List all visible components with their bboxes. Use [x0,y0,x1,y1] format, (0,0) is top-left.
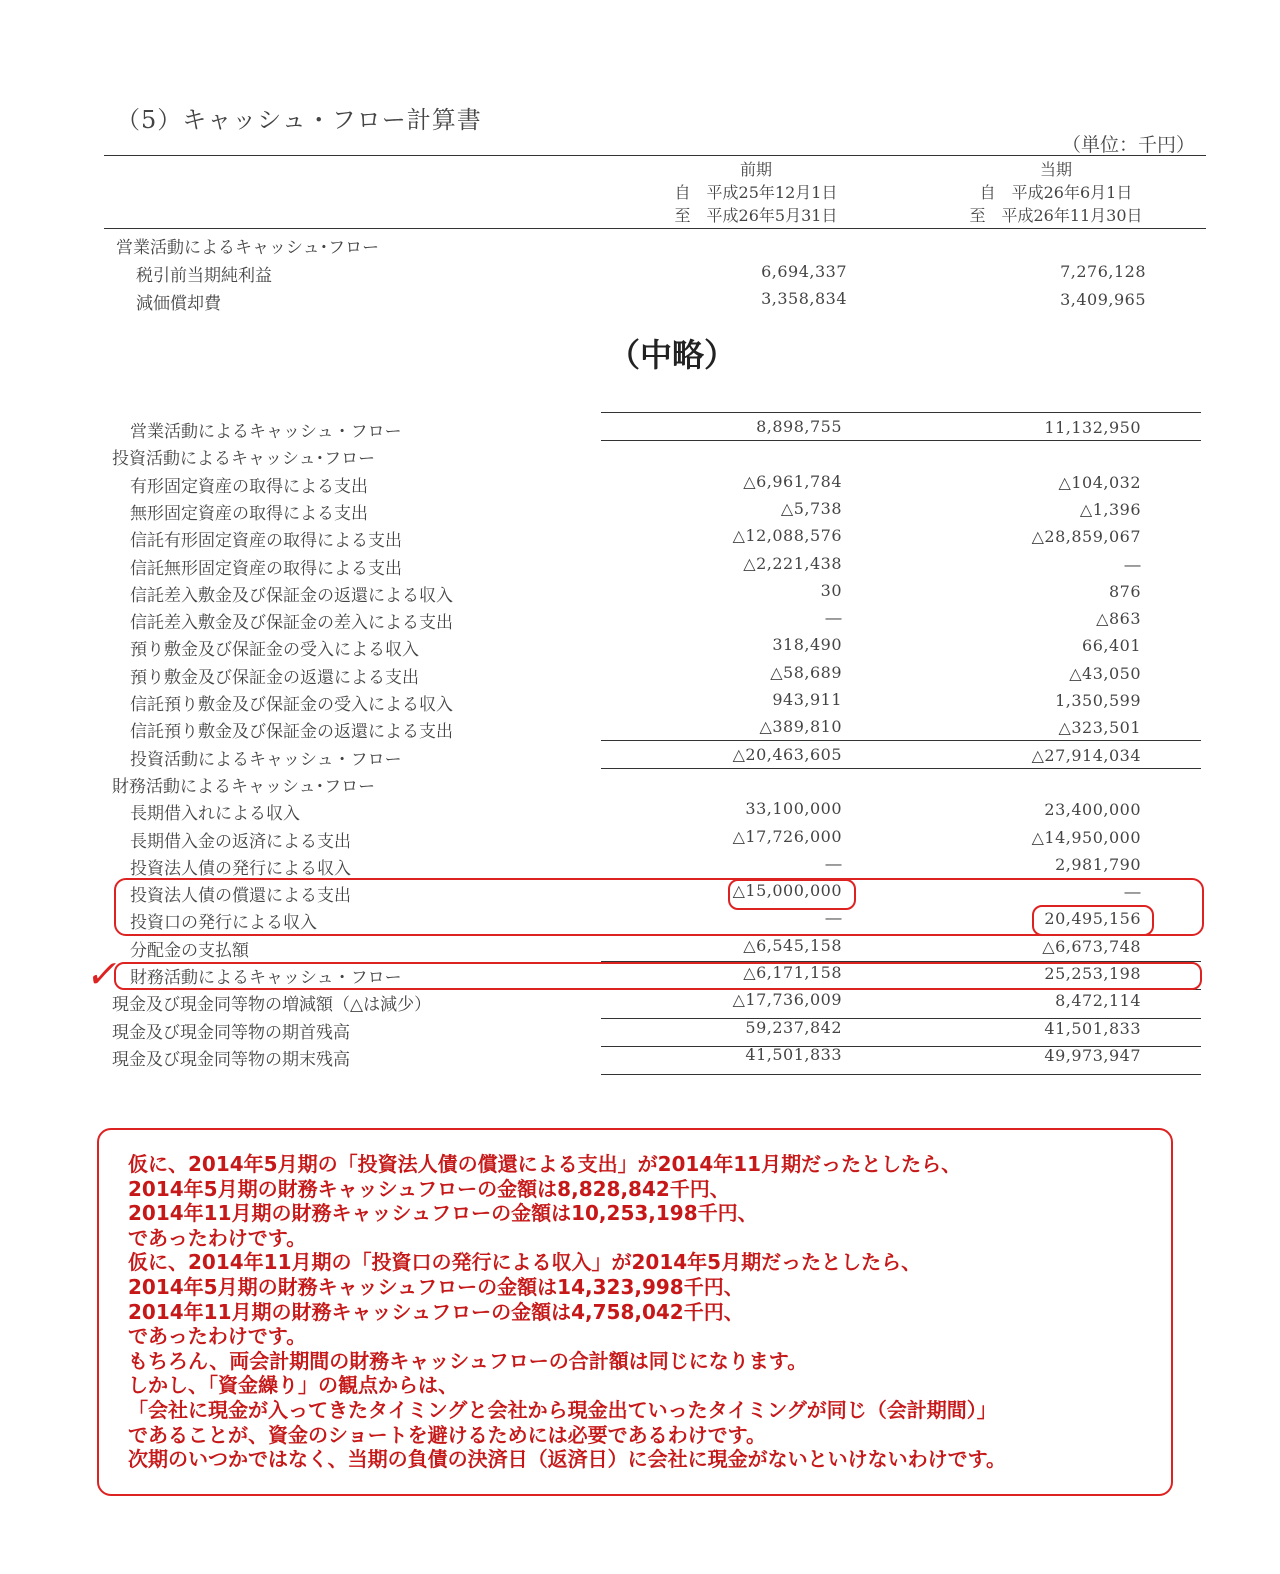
table-row-prev-value: 8,898,755 [756,417,842,436]
table-row-curr-value: ― [1124,882,1141,901]
table-row-prev-value: △2,221,438 [743,554,842,573]
top-row-curr: 3,409,965 [1060,290,1146,309]
table-row-prev-value: 59,237,842 [745,1018,842,1037]
table-row-prev-value: ― [825,908,842,927]
table-row-label: 信託差入敷金及び保証金の返還による収入 [130,586,453,606]
table-row-curr-value: △28,859,067 [1031,527,1141,546]
table-row-prev-value: △58,689 [770,663,842,682]
unit-label: （単位：千円） [1062,134,1196,156]
curr-period-from: 自 平成26年6月1日 [979,183,1133,202]
table-row-prev-value: 318,490 [772,635,842,654]
table-row-curr-value: 20,495,156 [1044,909,1141,928]
table-row-label: 預り敷金及び保証金の返還による支出 [130,668,419,688]
table-rule [601,740,1201,741]
table-rule [601,440,1201,441]
note-line: しかし、「資金繰り」の観点からは、 [128,1373,458,1398]
table-row-curr-value: 11,132,950 [1044,418,1141,437]
table-row-curr-value: △27,914,034 [1031,746,1141,765]
table-row-curr-value: 25,253,198 [1044,964,1141,983]
table-row-label: 信託無形固定資産の取得による支出 [130,559,402,579]
table-row-label: 投資活動によるキャッシュ・フロー [130,750,402,770]
operating-cf-heading: 営業活動によるキャッシュ･フロー [116,238,380,258]
table-row-curr-value: 1,350,599 [1055,691,1141,710]
table-row-curr-value: △43,050 [1069,664,1141,683]
table-row-label: 現金及び現金同等物の増減額（△は減少） [112,995,432,1015]
prev-period-label: 前期 [739,160,772,179]
top-row-label: 減価償却費 [136,294,221,314]
table-row-curr-value: 8,472,114 [1055,991,1141,1010]
table-row-label: 財務活動によるキャッシュ・フロー [130,968,402,988]
table-row-prev-value: 30 [820,581,842,600]
curr-period-label: 当期 [1039,160,1072,179]
table-row-curr-value: ― [1124,555,1141,574]
table-row-prev-value: △6,545,158 [743,936,842,955]
table-row-label: 投資口の発行による収入 [130,913,317,933]
note-line: もちろん、両会計期間の財務キャッシュフローの合計額は同じになります。 [128,1348,808,1373]
note-line: 2014年11月期の財務キャッシュフローの金額は4,758,042千円、 [128,1299,744,1324]
table-row-label: 信託有形固定資産の取得による支出 [130,531,402,551]
table-rule [601,1046,1201,1047]
table-row-label: 有形固定資産の取得による支出 [130,477,368,497]
table-row-curr-value: △14,950,000 [1031,828,1141,847]
top-row-label: 税引前当期純利益 [136,266,272,286]
check-mark-icon: ✓ [83,952,125,996]
prev-period-header [636,158,876,227]
table-row-curr-value: △323,501 [1058,718,1141,737]
note-line: 2014年5月期の財務キャッシュフローの金額は8,828,842千円、 [128,1176,730,1201]
table-row-label: 預り敷金及び保証金の受入による収入 [130,640,419,660]
table-row-prev-value: 41,501,833 [745,1045,842,1064]
curr-period-to: 至 平成26年11月30日 [969,206,1143,225]
prev-period-from: 自 平成25年12月1日 [674,183,838,202]
table-rule [601,412,1201,413]
curr-period-header [936,158,1176,227]
note-line: 2014年5月期の財務キャッシュフローの金額は14,323,998千円、 [128,1275,744,1299]
table-row-label: 長期借入金の返済による支出 [130,832,351,852]
header-bottom-rule [104,228,1206,229]
table-row-curr-value: △104,032 [1058,473,1141,492]
table-row-prev-value: △389,810 [759,717,842,736]
table-row-prev-value: △15,000,000 [732,881,842,900]
table-row-curr-value: △1,396 [1079,500,1141,519]
prev-period-to: 至 平成26年5月31日 [674,206,838,225]
statement-title: （5）キャッシュ・フロー計算書 [116,106,482,134]
table-rule [601,1074,1201,1075]
table-row-curr-value: △863 [1096,609,1141,628]
highlight-box-financing-cf [114,962,1202,990]
highlight-oval-bond-redemption [728,879,856,910]
table-row-prev-value: △5,738 [780,499,842,518]
table-row-curr-value: 49,973,947 [1044,1046,1141,1065]
table-rule [601,768,1201,769]
table-row-prev-value: △17,726,000 [732,827,842,846]
table-row-label: 投資法人債の償還による支出 [130,886,351,906]
table-row-curr-value: 876 [1108,582,1141,601]
note-line: 仮に、2014年5月期の「投資法人債の償還による支出」が2014年11月期だったとしたら、 [128,1152,962,1176]
table-row-prev-value: △12,088,576 [732,526,842,545]
top-row-prev: 6,694,337 [761,262,847,281]
table-row-label: 現金及び現金同等物の期首残高 [112,1023,350,1043]
table-row-label: 信託差入敷金及び保証金の差入による支出 [130,613,453,633]
table-row-label: 財務活動によるキャッシュ･フロー [112,777,376,797]
table-row-curr-value: 23,400,000 [1044,800,1141,819]
table-row-curr-value: 41,501,833 [1044,1019,1141,1038]
note-line: 仮に、2014年11月期の「投資口の発行による収入」が2014年5月期だったとしたら、 [128,1250,922,1275]
table-row-label: 信託預り敷金及び保証金の返還による支出 [130,722,453,742]
note-line: 「会社に現金が入ってきたタイミングと会社から現金出ていったタイミングが同じ（会計期間）」 [128,1398,997,1422]
table-rule [601,1018,1201,1019]
table-row-label: 長期借入れによる収入 [130,804,300,824]
table-row-prev-value: △17,736,009 [732,990,842,1009]
table-row-prev-value: △6,171,158 [743,963,842,982]
table-row-curr-value: 2,981,790 [1055,855,1141,874]
table-row-label: 分配金の支払額 [130,941,249,961]
omitted-marker: （中略） [608,336,737,374]
table-row-label: 現金及び現金同等物の期末残高 [112,1050,350,1070]
table-row-prev-value: 33,100,000 [745,799,842,818]
note-line: であったわけです。 [128,1225,307,1250]
header-top-rule [104,155,1206,156]
table-row-label: 無形固定資産の取得による支出 [130,504,368,524]
table-row-label: 投資法人債の発行による収入 [130,859,351,879]
note-line: 次期のいつかではなく、当期の負債の決済日（返済日）に会社に現金がないといけないわけです。 [128,1447,1006,1472]
table-row-prev-value: ― [825,854,842,873]
top-row-prev: 3,358,834 [761,289,847,308]
top-row-curr: 7,276,128 [1060,262,1146,281]
table-row-curr-value: 66,401 [1082,636,1141,655]
table-row-prev-value: △20,463,605 [732,745,842,764]
table-row-curr-value: △6,673,748 [1042,937,1141,956]
note-line: であることが、資金のショートを避けるためには必要であるわけです。 [128,1422,766,1447]
table-row-prev-value: 943,911 [772,690,842,709]
highlight-oval-unit-issuance [1032,905,1154,936]
table-row-prev-value: △6,961,784 [743,472,842,491]
table-row-prev-value: ― [825,608,842,627]
table-row-label: 信託預り敷金及び保証金の受入による収入 [130,695,453,715]
note-line: であったわけです。 [128,1324,307,1349]
note-line: 2014年11月期の財務キャッシュフローの金額は10,253,198千円、 [128,1201,758,1226]
table-row-label: 投資活動によるキャッシュ･フロー [112,449,376,469]
table-row-label: 営業活動によるキャッシュ・フロー [130,422,402,442]
